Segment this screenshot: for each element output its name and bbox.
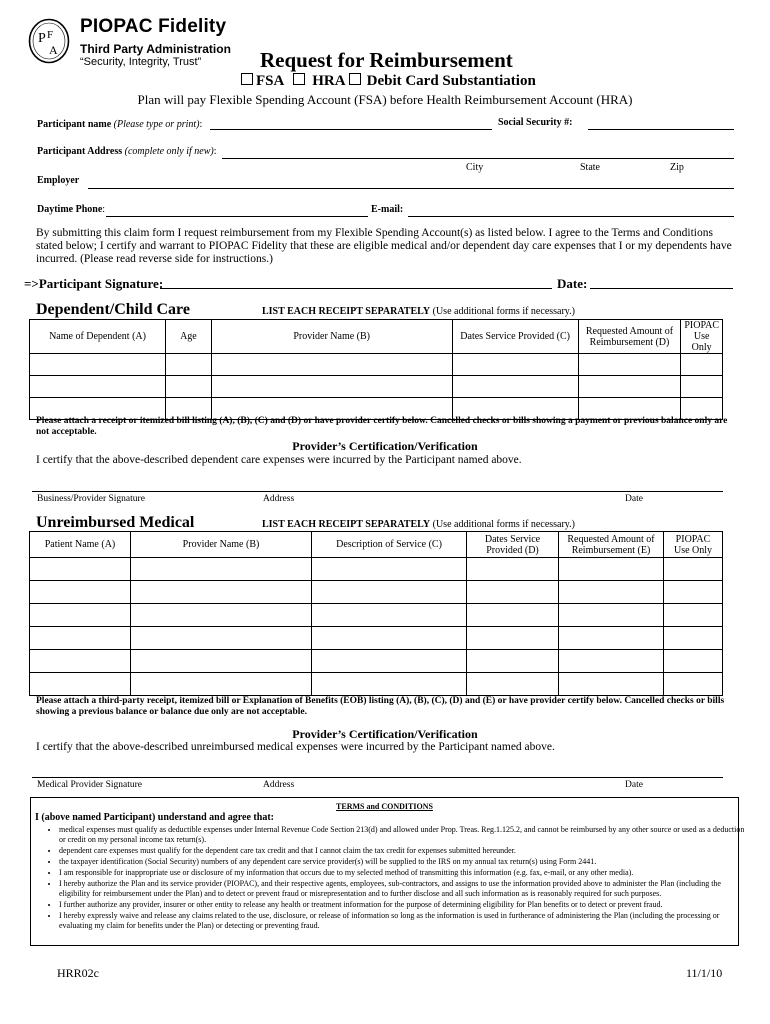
table-cell[interactable] <box>312 558 467 581</box>
table-cell <box>664 627 723 650</box>
terms-item: • I hereby authorize the Plan and its service provider (PIOPAC), and their respective agents, employees, sub-contractors, and assigns to use the information provided above to administer the Plan (including the eligibility for reimbursement under the Plan) and to detect or prevent fraud or misrepresentation and to further disclose and all such information as is reasonably required for such purposes. <box>59 879 753 899</box>
table-cell[interactable] <box>30 581 131 604</box>
participant-name-field[interactable] <box>210 129 492 130</box>
col-header: Dates Service Provided (C) <box>452 320 578 354</box>
table-cell[interactable] <box>559 650 664 673</box>
signature-date-label: Date: <box>557 276 588 291</box>
dependent-cert-title: Provider’s Certification/Verification <box>292 439 478 453</box>
ssn-field[interactable] <box>588 129 734 130</box>
table-cell[interactable] <box>166 376 212 398</box>
table-cell[interactable] <box>559 627 664 650</box>
col-header: Name of Dependent (A) <box>30 320 166 354</box>
dependent-list-instruction: LIST EACH RECEIPT SEPARATELY (Use additional forms if necessary.) <box>262 306 575 317</box>
city-label: City <box>466 162 484 173</box>
form-code: HRR02c <box>57 966 99 980</box>
table-cell[interactable] <box>578 354 681 376</box>
col-header: PIOPAC Use Only <box>664 532 723 558</box>
table-cell[interactable] <box>131 558 312 581</box>
table-cell[interactable] <box>467 673 559 696</box>
svg-text:F: F <box>47 29 54 41</box>
medical-provider-signature-label: Medical Provider Signature <box>37 780 143 790</box>
table-cell <box>664 673 723 696</box>
table-cell[interactable] <box>467 581 559 604</box>
terms-item: • I hereby expressly waive and release any claims related to the use, disclosure, or release of information so long as the information is used in furtherance of administering the Plan (including the processing or evaluating my claim for benefits under the Plan) or detecting or preventing fraud. <box>59 911 753 931</box>
table-cell[interactable] <box>312 673 467 696</box>
table-cell[interactable] <box>467 627 559 650</box>
table-header-row <box>30 320 723 354</box>
table-cell[interactable] <box>467 558 559 581</box>
hra-checkbox[interactable] <box>293 73 305 85</box>
terms-item: • I further authorize any provider, insurer or other entity to release any health or treatment information for the purpose of determining eligibility for Plan benefits or to detect or prevent fraud. <box>59 900 753 910</box>
company-name: PIOPAC Fidelity <box>80 16 227 37</box>
table-cell <box>681 376 723 398</box>
terms-item: • dependent care expenses must qualify for the dependent care tax credit and that I cannot claim the tax credit for expenses submitted hereunder. <box>59 846 753 856</box>
terms-box <box>30 797 745 946</box>
table-cell <box>664 558 723 581</box>
table-cell[interactable] <box>30 627 131 650</box>
employer-label: Employer <box>37 175 80 186</box>
provider-signature-label: Business/Provider Signature <box>37 494 145 504</box>
email-label: E-mail: <box>371 204 404 215</box>
table-cell <box>664 650 723 673</box>
terms-list <box>35 825 753 932</box>
medical-receipt-note: Please attach a third-party receipt, itemized bill or Explanation of Benefits (EOB) listing (A), (B), (C), (D) and (E) or have provider certify below. Cancelled checks or bills showing a previous balance or balance due only are not acceptable. <box>36 696 725 717</box>
table-cell[interactable] <box>131 581 312 604</box>
table-row <box>30 604 723 627</box>
table-row <box>30 376 723 398</box>
table-row <box>30 354 723 376</box>
medical-table <box>29 531 723 696</box>
medical-provider-date-label: Date <box>625 780 643 790</box>
provider-date-label: Date <box>625 494 643 504</box>
table-cell[interactable] <box>131 627 312 650</box>
col-header: Patient Name (A) <box>30 532 131 558</box>
table-cell[interactable] <box>30 673 131 696</box>
dependent-care-heading: Dependent/Child Care <box>36 301 190 318</box>
svg-text:A: A <box>49 43 58 57</box>
table-row <box>30 673 723 696</box>
table-cell[interactable] <box>578 376 681 398</box>
table-cell[interactable] <box>467 650 559 673</box>
medical-provider-address-label: Address <box>263 780 295 790</box>
medical-cert-text: I certify that the above-described unreimbursed medical expenses were incurred by the Participant named above. <box>36 741 555 753</box>
table-cell <box>664 604 723 627</box>
dependent-receipt-note: Please attach a receipt or itemized bill listing (A), (B), (C) and (D) or have provider certify below. Cancelled checks or bills showing a payment or previous balance only are not acceptable. <box>36 416 728 437</box>
employer-field[interactable] <box>88 188 734 189</box>
company-tagline: “Security, Integrity, Trust” <box>80 56 202 68</box>
provider-address-label: Address <box>263 494 295 504</box>
table-cell[interactable] <box>30 650 131 673</box>
participant-signature-label: =>Participant Signature: <box>24 276 164 291</box>
table-row <box>30 650 723 673</box>
terms-intro: I (above named Participant) understand and agree that: <box>35 812 274 823</box>
piopac-logo <box>28 18 70 64</box>
col-header: Provider Name (B) <box>131 532 312 558</box>
terms-item: • the taxpayer identification (Social Security) numbers of any dependent care service provider(s) will be supplied to the IRS on my annual tax return(s) using Form 2441. <box>59 857 753 867</box>
zip-label: Zip <box>670 162 684 173</box>
medical-provider-signature-line[interactable] <box>32 777 723 778</box>
col-header: Dates Service Provided (D) <box>467 532 559 558</box>
address-field[interactable] <box>222 158 734 159</box>
table-cell <box>681 354 723 376</box>
form-revision-date: 11/1/10 <box>686 966 723 980</box>
table-cell[interactable] <box>30 376 166 398</box>
table-cell[interactable] <box>30 604 131 627</box>
email-field[interactable] <box>408 216 734 217</box>
hra-label: HRA <box>312 73 346 89</box>
medical-heading: Unreimbursed Medical <box>36 514 195 531</box>
plan-type-selector <box>238 73 536 90</box>
table-row <box>30 581 723 604</box>
table-cell[interactable] <box>211 376 452 398</box>
terms-item: • I am responsible for inappropriate use or disclosure of my information that occurs due to my selected method of transmitting this information (e.g. fax, e-mail, or any other media). <box>59 868 753 878</box>
col-header: Provider Name (B) <box>211 320 452 354</box>
table-cell[interactable] <box>30 354 166 376</box>
col-header: Age <box>166 320 212 354</box>
table-cell[interactable] <box>131 650 312 673</box>
table-cell[interactable] <box>559 604 664 627</box>
debit-card-checkbox[interactable] <box>349 73 361 85</box>
table-cell[interactable] <box>452 354 578 376</box>
table-cell[interactable] <box>559 558 664 581</box>
dependent-cert-text: I certify that the above-described dependent care expenses were incurred by the Participant named above. <box>36 454 522 466</box>
address-label: Participant Address (complete only if new): <box>37 146 217 157</box>
table-row <box>30 627 723 650</box>
fsa-label: FSA <box>256 73 284 89</box>
ssn-label: Social Security #: <box>498 117 573 128</box>
phone-label: Daytime Phone: <box>37 204 106 215</box>
plan-note: Plan will pay Flexible Spending Account (FSA) before Health Reimbursement Account (HRA) <box>137 92 633 107</box>
phone-field[interactable] <box>106 216 368 217</box>
participant-name-label: Participant name (Please type or print): <box>37 119 203 130</box>
debit-card-label: Debit Card Substantiation <box>366 73 536 89</box>
table-cell[interactable] <box>467 604 559 627</box>
company-subtitle: Third Party Administration <box>80 42 231 56</box>
table-header-row <box>30 532 723 558</box>
table-cell[interactable] <box>312 627 467 650</box>
svg-text:P: P <box>38 31 46 46</box>
dependent-provider-signature-line[interactable] <box>32 491 723 492</box>
table-cell[interactable] <box>312 604 467 627</box>
col-header: Description of Service (C) <box>312 532 467 558</box>
table-cell[interactable] <box>211 354 452 376</box>
col-header: PIOPAC Use Only <box>681 320 723 354</box>
table-cell[interactable] <box>312 650 467 673</box>
dependent-care-table <box>29 319 723 420</box>
table-cell[interactable] <box>166 354 212 376</box>
medical-list-instruction: LIST EACH RECEIPT SEPARATELY (Use additional forms if necessary.) <box>262 519 575 530</box>
form-title: Request for Reimbursement <box>260 48 513 72</box>
table-cell[interactable] <box>452 376 578 398</box>
table-cell[interactable] <box>131 604 312 627</box>
table-cell[interactable] <box>312 581 467 604</box>
table-cell[interactable] <box>131 673 312 696</box>
participant-signature-field[interactable] <box>160 288 552 289</box>
agreement-text: By submitting this claim form I request reimbursement from my Flexible Spending Account(s) as listed below. I agree to the Terms and Conditions stated below; I certify and warrant to PIOPAC Fidelity that these are eligible medical and/or dependent day care expenses that I or my dependents have incurred. (Please read reverse side for instructions.) <box>36 227 732 265</box>
terms-item: • medical expenses must qualify as deductible expenses under Internal Revenue Code Section 213(d) and allowed under Prop. Treas. Reg.1.125.2, and cannot be reimbursed by any other source or used as a deduction or credit on my personal income tax return(s). <box>59 825 753 845</box>
col-header: Requested Amount of Reimbursement (D) <box>578 320 681 354</box>
fsa-checkbox[interactable] <box>241 73 253 85</box>
table-cell[interactable] <box>559 673 664 696</box>
table-cell[interactable] <box>559 581 664 604</box>
state-label: State <box>580 162 600 173</box>
terms-title: TERMS and CONDITIONS <box>336 802 433 811</box>
table-cell[interactable] <box>30 558 131 581</box>
col-header: Requested Amount of Reimbursement (E) <box>559 532 664 558</box>
table-row <box>30 558 723 581</box>
medical-cert-title: Provider’s Certification/Verification <box>292 727 478 741</box>
table-cell <box>664 581 723 604</box>
signature-date-field[interactable] <box>590 288 733 289</box>
